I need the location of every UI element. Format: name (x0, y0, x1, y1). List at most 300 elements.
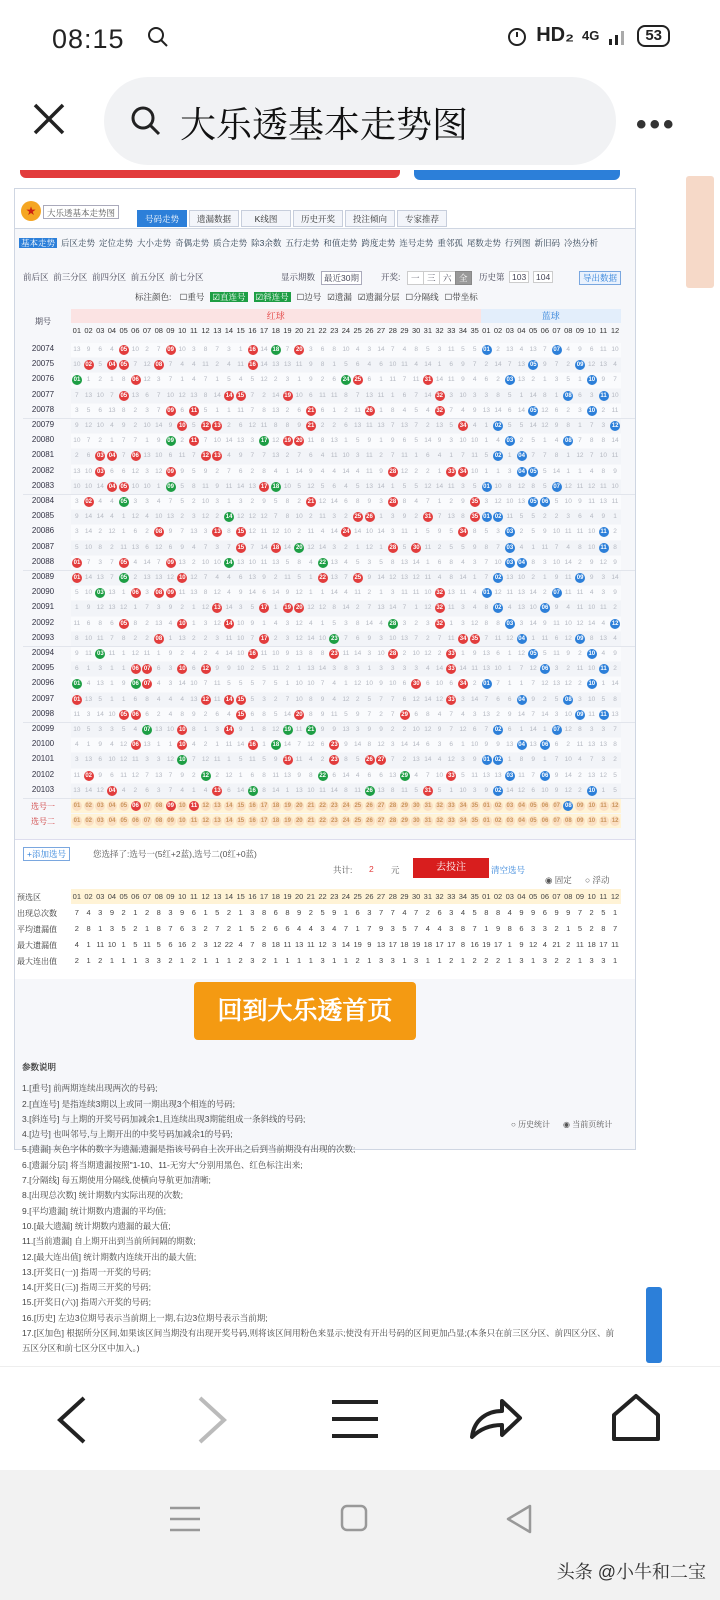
miss-value: 10 (564, 710, 572, 718)
subnav-item[interactable]: 和值走势 (323, 238, 358, 248)
miss-value: 11 (73, 771, 81, 779)
miss-value: 10 (295, 391, 303, 399)
day-mon[interactable]: 一 (407, 271, 424, 285)
pick-ball[interactable]: 10 (178, 818, 186, 825)
subnav-item[interactable]: 尾数走势 (466, 238, 501, 248)
miss-value: 2 (496, 376, 500, 384)
pick-ball[interactable]: 10 (178, 803, 186, 809)
day-sat[interactable]: 六 (439, 271, 456, 285)
stat-value: 4 (86, 908, 91, 917)
miss-value: 12 (576, 452, 584, 460)
stat-value: 2 (133, 924, 138, 933)
stat-value: 18 (400, 940, 409, 949)
pick-ball[interactable]: 06 (541, 818, 549, 825)
column-number: 27 (376, 326, 386, 335)
miss-value: 3 (578, 406, 582, 414)
pick-ball[interactable]: 35 (471, 803, 479, 809)
period-select[interactable]: 最近30期 (321, 271, 362, 285)
pick-ball[interactable]: 27 (377, 818, 385, 825)
miss-value: 8 (390, 406, 395, 414)
miss-value: 9 (472, 756, 477, 764)
stat-value: 13 (213, 892, 222, 901)
miss-value: 7 (156, 346, 161, 353)
page-stats-radio[interactable]: ◉ 当前页统计 (563, 1120, 613, 1129)
tab-expert[interactable]: 专家推荐 (397, 210, 447, 227)
pick-ball[interactable]: 09 (576, 803, 584, 809)
pick-ball[interactable]: 22 (319, 803, 327, 809)
tab-bet-tendency[interactable]: 投注倾向 (345, 210, 395, 227)
pick-ball[interactable]: 12 (202, 803, 210, 809)
bet-button[interactable]: 去投注 (413, 858, 489, 878)
area-5[interactable]: 前五分区 (130, 272, 165, 282)
legend-4[interactable]: ☑遗漏 (327, 292, 352, 302)
pick-ball[interactable]: 26 (366, 803, 373, 809)
miss-value: 1 (192, 604, 196, 612)
miss-value: 5 (531, 513, 535, 521)
pick-ball[interactable]: 11 (190, 818, 198, 825)
stat-value: 22 (224, 940, 234, 949)
miss-value: 5 (203, 406, 208, 414)
pick-ball[interactable]: 03 (97, 803, 104, 809)
recent-apps-icon[interactable] (170, 1506, 200, 1532)
miss-value: 13 (143, 741, 151, 749)
miss-value: 7 (110, 391, 114, 399)
issue-number: 20084 (31, 496, 55, 505)
forward-icon[interactable] (194, 1395, 230, 1445)
pick-ball[interactable]: 02 (494, 803, 502, 809)
pick-ball[interactable]: 21 (307, 818, 315, 825)
pick-ball[interactable]: 05 (529, 818, 537, 825)
miss-value: 2 (156, 710, 161, 718)
tab-number-trend[interactable]: 号码走势 (137, 210, 187, 227)
red-ball: 34 (459, 423, 467, 429)
back-home-button[interactable]: 回到大乐透首页 (194, 982, 416, 1040)
miss-value: 10 (471, 467, 479, 475)
area-4[interactable]: 前四分区 (92, 272, 127, 282)
miss-value: 11 (237, 406, 245, 414)
pick-ball[interactable]: 26 (366, 818, 373, 825)
miss-value: 11 (471, 452, 479, 460)
float-radio[interactable]: ○ 浮动 (585, 875, 610, 885)
pick-ball[interactable]: 12 (611, 818, 619, 825)
red-ball: 09 (167, 407, 174, 414)
pick-ball[interactable]: 06 (541, 803, 549, 809)
miss-value: 2 (98, 376, 103, 384)
blue-ball: 08 (565, 438, 572, 445)
pick-ball[interactable]: 04 (108, 803, 116, 809)
home-square-icon[interactable] (340, 1504, 368, 1532)
subnav-item[interactable]: 重邻孤 (437, 238, 463, 248)
share-icon[interactable] (468, 1397, 524, 1441)
miss-value: 14 (541, 710, 549, 718)
pick-ball[interactable]: 31 (424, 803, 432, 809)
pick-ball[interactable]: 35 (471, 818, 479, 825)
miss-value: 9 (344, 741, 348, 749)
red-ball: 32 (436, 407, 444, 414)
subnav-basic[interactable]: 基本走势 (21, 238, 56, 248)
pick-ball[interactable]: 27 (377, 803, 385, 809)
stat-value: 25 (353, 892, 362, 901)
stat-value: 34 (458, 892, 468, 901)
miss-value: 9 (578, 346, 582, 353)
pick-ball[interactable]: 05 (120, 818, 128, 825)
pick-ball[interactable]: 07 (553, 803, 561, 809)
miss-value: 9 (379, 726, 383, 733)
miss-value: 4 (472, 589, 477, 597)
pick-ball[interactable]: 34 (459, 803, 467, 809)
miss-value: 12 (190, 574, 198, 581)
pick-ball[interactable]: 15 (237, 803, 245, 809)
pick-ball[interactable]: 11 (190, 803, 198, 809)
add-pick-button[interactable]: +添加选号 (23, 847, 70, 861)
miss-value: 3 (589, 726, 594, 733)
miss-value: 11 (576, 482, 584, 490)
miss-value: 2 (601, 406, 606, 414)
pick-ball[interactable]: 25 (354, 803, 362, 809)
more-menu-icon[interactable]: ••• (636, 108, 677, 141)
miss-value: 2 (566, 741, 571, 749)
subnav-item[interactable]: 奇偶走势 (175, 238, 210, 248)
miss-value: 14 (459, 574, 467, 581)
pick-ball[interactable]: 01 (73, 803, 81, 809)
pick-ball[interactable]: 25 (354, 818, 362, 825)
stat-value: 21 (306, 892, 316, 901)
miss-value: 1 (601, 680, 606, 688)
export-button[interactable]: 导出数据 (579, 271, 621, 285)
miss-value: 10 (599, 452, 607, 460)
pick-ball[interactable]: 07 (143, 803, 151, 809)
pick-ball[interactable]: 01 (73, 818, 81, 825)
pick-ball[interactable]: 05 (120, 803, 128, 809)
chart-type-select[interactable]: 大乐透基本走势图 (43, 205, 119, 219)
miss-value: 4 (75, 741, 79, 749)
pick-ball[interactable]: 34 (459, 818, 467, 825)
pick-ball[interactable]: 16 (249, 803, 256, 809)
tab-history[interactable]: 历史开奖 (293, 210, 343, 227)
pick-ball[interactable]: 06 (132, 803, 139, 809)
miss-value: 9 (262, 574, 266, 581)
subnav-item[interactable]: 后区走势 (61, 238, 96, 248)
blue-ball: 11 (600, 544, 607, 551)
red-ball: 19 (284, 757, 291, 764)
pick-ball[interactable]: 03 (506, 818, 514, 825)
history-stats-radio[interactable]: ○ 历史统计 (511, 1120, 551, 1129)
miss-value: 8 (309, 771, 313, 779)
miss-value: 5 (472, 346, 477, 353)
miss-value: 14 (318, 543, 327, 551)
note-item: 17.[区加色] 根据所分区间,如果该区间当期没有出现开奖号码,则将该区间用粉色来显示;使没有开出号码的区间更加凸显;(本条只在前三区分区、前四区分区、前五区分区和前七区分区中加入。) (22, 1328, 615, 1354)
pick-ball[interactable]: 06 (132, 818, 139, 825)
miss-value: 3 (250, 437, 255, 445)
pick-ball[interactable]: 10 (588, 803, 596, 809)
pick-ball[interactable]: 09 (167, 803, 174, 809)
area-3[interactable]: 前三分区 (53, 272, 88, 282)
blue-ball: 09 (576, 635, 584, 642)
miss-value: 11 (225, 482, 233, 490)
miss-value: 7 (250, 391, 255, 399)
miss-value: 3 (461, 756, 465, 764)
miss-value: 4 (414, 498, 418, 505)
red-ball: 35 (471, 635, 479, 642)
red-ball: 15 (237, 529, 245, 536)
miss-value: 3 (156, 604, 161, 612)
pick-ball[interactable]: 08 (565, 803, 572, 809)
miss-value: 6 (449, 680, 454, 688)
miss-value: 13 (517, 361, 526, 369)
legend-5[interactable]: ☑遗漏分层 (357, 292, 400, 302)
miss-value: 10 (564, 756, 572, 764)
miss-value: 14 (178, 680, 186, 688)
history-to[interactable]: 104 (533, 271, 553, 283)
miss-value: 2 (355, 604, 360, 612)
pick-ball[interactable]: 18 (272, 818, 280, 825)
miss-value: 1 (156, 650, 161, 657)
stat-value: 06 (540, 892, 550, 901)
pick-ball[interactable]: 04 (518, 818, 525, 825)
legend-6[interactable]: ☐分隔线 (405, 292, 439, 302)
miss-value: 6 (554, 741, 559, 749)
blue-ball: 11 (600, 711, 607, 718)
pick-ball[interactable]: 05 (529, 803, 537, 809)
miss-value: 2 (344, 513, 348, 521)
subnav-item[interactable]: 除3余数 (251, 238, 282, 248)
miss-value: 11 (260, 422, 268, 429)
miss-value: 10 (412, 650, 420, 657)
pick-ball[interactable]: 21 (307, 803, 315, 809)
pick-ball[interactable]: 11 (600, 818, 607, 825)
pick-ball[interactable]: 14 (225, 803, 233, 809)
legend-2[interactable]: ☑斜连号 (255, 292, 289, 302)
subnav-item[interactable]: 定位走势 (99, 238, 134, 248)
miss-value: 7 (297, 452, 301, 460)
pick-ball[interactable]: 30 (412, 818, 420, 825)
day-wed[interactable]: 三 (423, 271, 440, 285)
miss-value: 4 (192, 376, 196, 384)
blue-ball: 12 (611, 620, 619, 627)
pick-ball[interactable]: 09 (167, 818, 174, 825)
pick-ball[interactable]: 32 (436, 803, 444, 809)
pick-ball[interactable]: 02 (494, 818, 502, 825)
red-ball: 06 (132, 711, 139, 718)
pick-ball[interactable]: 08 (565, 818, 572, 825)
pick-ball[interactable]: 31 (424, 818, 432, 825)
pick-ball[interactable]: 20 (295, 818, 303, 825)
red-ball: 06 (132, 377, 139, 384)
pick-ball[interactable]: 24 (342, 803, 350, 809)
miss-value: 8 (449, 558, 454, 566)
pick-ball[interactable]: 19 (284, 818, 291, 825)
pick-ball[interactable]: 33 (448, 803, 455, 809)
miss-value: 3 (472, 710, 477, 718)
miss-value: 2 (437, 650, 442, 657)
fixed-radio[interactable]: ◉ 固定 (545, 875, 572, 885)
subnav-item[interactable]: 连号走势 (399, 238, 434, 248)
home-icon[interactable] (610, 1393, 662, 1443)
legend-1[interactable]: ☑直连号 (212, 292, 246, 302)
red-ball: 20 (295, 711, 303, 718)
subnav-item[interactable]: 新旧码 (534, 238, 560, 248)
pick-ball[interactable]: 32 (436, 818, 444, 825)
miss-value: 4 (273, 619, 278, 627)
subnav-item[interactable]: 行列图 (504, 238, 531, 248)
pick-ball[interactable]: 30 (412, 803, 420, 809)
pick-ball[interactable]: 19 (284, 803, 291, 809)
red-ball: 24 (342, 529, 350, 536)
subnav-item[interactable]: 五行走势 (285, 238, 320, 248)
pick-ball[interactable]: 17 (260, 803, 268, 809)
pick-ball[interactable]: 22 (319, 818, 327, 825)
clear-button[interactable]: 清空选号 (491, 865, 526, 875)
pick-ball[interactable]: 09 (576, 818, 584, 825)
miss-value: 3 (601, 422, 606, 429)
pick-ball[interactable]: 11 (600, 803, 607, 809)
stat-value: 1 (121, 940, 126, 949)
stat-value: 1 (180, 956, 185, 965)
menu-icon[interactable] (332, 1399, 378, 1439)
miss-value: 11 (284, 574, 291, 581)
subnav-item[interactable]: 大小走势 (137, 238, 172, 248)
miss-value: 13 (599, 361, 607, 369)
miss-value: 14 (389, 604, 397, 612)
miss-value: 14 (424, 361, 432, 369)
stat-value: 02 (84, 892, 93, 901)
pick-ball[interactable]: 13 (214, 803, 221, 809)
subnav-item[interactable]: 质合走势 (213, 238, 248, 248)
miss-value: 1 (543, 437, 547, 445)
miss-value: 6 (449, 741, 454, 749)
miss-value: 7 (437, 513, 442, 521)
pick-ball[interactable]: 29 (401, 818, 408, 825)
pick-ball[interactable]: 03 (506, 803, 514, 809)
pick-ball[interactable]: 12 (202, 818, 210, 825)
miss-value: 11 (553, 650, 560, 657)
miss-value: 4 (554, 437, 559, 445)
stat-value: 10 (177, 892, 187, 901)
miss-value: 5 (238, 756, 243, 764)
miss-value: 14 (272, 391, 280, 399)
tab-kline[interactable]: K线图 (241, 210, 291, 227)
miss-value: 4 (320, 467, 325, 475)
pick-ball[interactable]: 23 (331, 803, 338, 809)
miss-value: 4 (613, 361, 617, 369)
close-icon[interactable] (32, 102, 66, 136)
pick-ball[interactable]: 02 (85, 818, 93, 825)
miss-value: 13 (96, 680, 104, 688)
back-triangle-icon[interactable] (506, 1504, 532, 1534)
pick-ball[interactable]: 15 (237, 818, 245, 825)
tab-missing-data[interactable]: 遗漏数据 (189, 210, 239, 227)
stat-value: 1 (355, 924, 360, 933)
miss-value: 2 (203, 650, 208, 657)
miss-value: 10 (541, 786, 549, 794)
stat-value: 3 (250, 908, 255, 917)
pick-ball[interactable]: 29 (401, 803, 408, 809)
blue-ball: 09 (576, 362, 584, 369)
stat-value: 24 (341, 892, 351, 901)
pick-ball[interactable]: 17 (260, 818, 268, 825)
history-from[interactable]: 103 (509, 271, 529, 283)
pick-ball[interactable]: 01 (483, 818, 490, 825)
miss-value: 7 (519, 665, 524, 673)
pick-ball[interactable]: 02 (85, 803, 93, 809)
pick-ball[interactable]: 10 (588, 818, 596, 825)
pick-ball[interactable]: 07 (143, 818, 151, 825)
area-7[interactable]: 前七分区 (169, 272, 204, 282)
miss-value: 5 (297, 574, 301, 581)
pick-ball[interactable]: 07 (553, 818, 561, 825)
stat-value: 3 (144, 956, 150, 965)
stat-value: 9 (519, 908, 524, 917)
blue-ball: 05 (529, 651, 537, 657)
column-number: 23 (330, 326, 339, 335)
red-ball: 32 (436, 605, 444, 612)
miss-value: 2 (402, 726, 407, 733)
feedback-button[interactable] (646, 1287, 662, 1363)
pick-ball[interactable]: 08 (155, 803, 163, 809)
miss-value: 10 (318, 634, 327, 642)
miss-value: 3 (554, 376, 559, 384)
pick-ball[interactable]: 20 (295, 803, 303, 809)
miss-value: 1 (449, 452, 454, 460)
blue-ball: 05 (529, 499, 537, 505)
stat-row-label: 平均遗漏值 (17, 925, 57, 934)
pick-ball[interactable]: 08 (155, 818, 163, 825)
blue-ball: 09 (576, 711, 584, 718)
legend-0[interactable]: ☐重号 (179, 292, 205, 302)
legend-3[interactable]: ☐边号 (296, 292, 322, 302)
pick-ball[interactable]: 04 (518, 803, 525, 809)
miss-value: 10 (213, 558, 221, 566)
pick-ball[interactable]: 24 (342, 818, 350, 825)
miss-value: 11 (599, 482, 607, 490)
pick-ball[interactable]: 13 (214, 818, 221, 825)
miss-value: 14 (225, 437, 233, 445)
pick-ball[interactable]: 14 (225, 818, 233, 825)
pick-ball[interactable]: 04 (108, 818, 116, 825)
side-advertisement[interactable] (686, 176, 714, 288)
miss-value: 14 (330, 786, 338, 794)
miss-value: 7 (437, 634, 442, 642)
stat-value: 19 (353, 940, 362, 949)
pick-ball[interactable]: 23 (331, 818, 338, 825)
stat-value: 2 (226, 908, 232, 917)
stat-value: 05 (119, 892, 128, 901)
issue-number: 20102 (31, 769, 55, 779)
pick-ball[interactable]: 28 (389, 818, 397, 825)
miss-value: 4 (332, 680, 337, 688)
pick-ball[interactable]: 33 (448, 818, 455, 825)
legend-7[interactable]: ☐带坐标 (444, 292, 478, 302)
miss-value: 2 (180, 650, 184, 657)
stat-value: 6 (542, 908, 547, 917)
miss-value: 8 (332, 604, 337, 612)
pick-ball[interactable]: 16 (249, 818, 256, 825)
red-ball: 16 (249, 651, 256, 657)
pick-ball[interactable]: 12 (611, 803, 619, 809)
pick-ball[interactable]: 01 (483, 803, 490, 809)
pick-ball[interactable]: 28 (389, 803, 397, 809)
miss-value: 9 (168, 650, 173, 657)
subnav-item[interactable]: 跨度走势 (361, 238, 396, 248)
pick-ball[interactable]: 03 (97, 818, 104, 825)
area-front-back[interactable]: 前后区 (23, 272, 49, 282)
pick-ball[interactable]: 18 (272, 803, 280, 809)
search-input[interactable] (104, 77, 616, 165)
day-all[interactable]: 全 (455, 271, 472, 285)
miss-value: 14 (260, 543, 268, 551)
back-icon[interactable] (54, 1395, 90, 1445)
subnav-item[interactable]: 冷热分析 (563, 238, 598, 248)
